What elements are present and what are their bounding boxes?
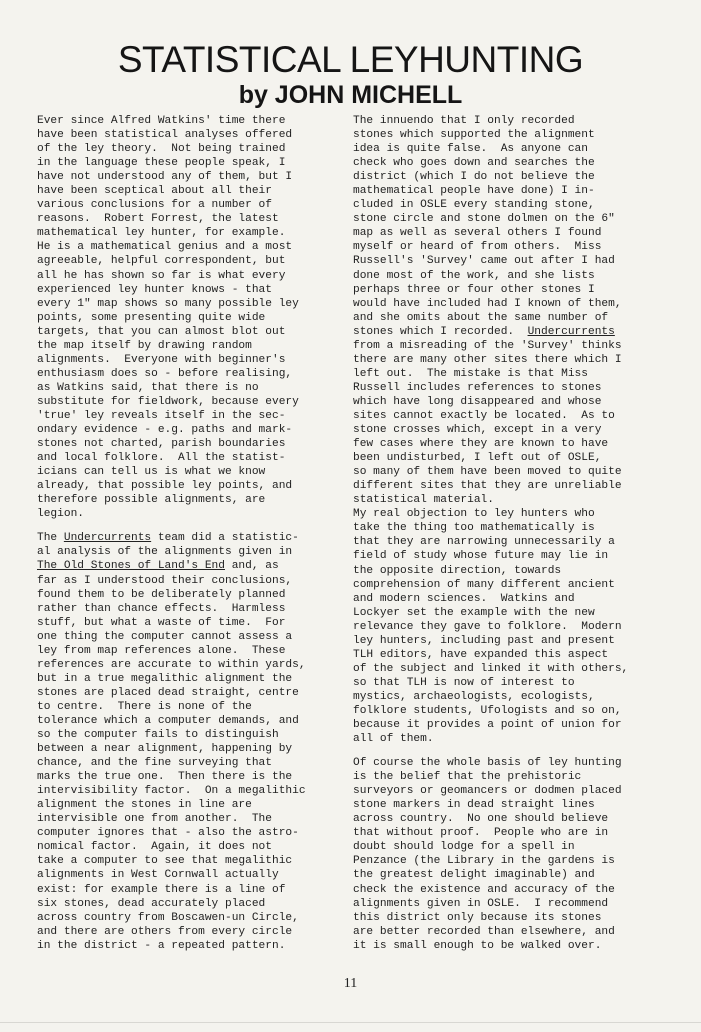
text-line: Penzance (the Library in the gardens is (353, 855, 615, 868)
text-line: intervisible one from another. The (37, 813, 272, 826)
text-line: enthusiasm does so - before realising, (37, 367, 293, 380)
text-line: check who goes down and searches the (353, 157, 595, 170)
text-line: Lockyer set the example with the new (353, 606, 595, 619)
text-line: are better recorded than elsewhere, and (353, 925, 615, 938)
text-line: ondary evidence - e.g. paths and mark- (37, 424, 293, 437)
text-line: relevance they gave to folklore. Modern (353, 620, 622, 633)
text-line: left out. The mistake is that Miss (353, 367, 588, 380)
text-line: would have included had I known of them, (353, 297, 622, 310)
text-line: TLH editors, have expanded this aspect (353, 648, 609, 661)
text-line: all of them. (353, 733, 434, 746)
text-line: sites cannot exactly be located. As to (353, 409, 615, 422)
paragraph (353, 114, 663, 746)
text-line: take a computer to see that megalithic (37, 855, 293, 868)
text-line: alignments in West Cornwall actually (37, 869, 279, 882)
left-text-column (37, 114, 337, 953)
text-line: mystics, archaeologists, ecologists, (353, 690, 595, 703)
text-line: to centre. There is none of the (37, 700, 252, 713)
page-edge-divider (0, 1022, 701, 1023)
text-line: various conclusions for a number of (37, 199, 272, 212)
text-line: therefore possible alignments, are (37, 494, 266, 507)
right-text-column (353, 114, 663, 953)
text-line: alignments. Everyone with beginner's (37, 353, 286, 366)
text-line: mathematical ley hunter, for example. (37, 227, 286, 240)
text-line: stone markers in dead straight lines (353, 799, 595, 812)
text-line: it is small enough to be walked over. (353, 939, 602, 952)
text-line: have been statistical analyses offered (37, 129, 293, 142)
text-line: already, that possible ley points, and (37, 480, 293, 493)
text-line: of the subject and linked it with others, (353, 662, 629, 675)
text-line: because it provides a point of union for (353, 719, 622, 732)
paragraph (37, 114, 337, 521)
text-line: every 1" map shows so many possible ley (37, 297, 299, 310)
text-line: stones are placed dead straight, centre (37, 686, 299, 699)
text-line: this district only because its stones (353, 911, 602, 924)
text-line: The innuendo that I only recorded (353, 115, 575, 127)
text-line: chance, and the fine surveying that (37, 757, 272, 770)
text-line: been undisturbed, I left out of OSLE, (353, 452, 602, 465)
article-title: STATISTICAL LEYHUNTING (117, 39, 584, 80)
text-line: nomical factor. Again, it does not (37, 841, 272, 854)
text-line: but in a true megalithic alignment the (37, 672, 293, 685)
text-line: done most of the work, and she lists (353, 269, 595, 282)
text-line: 'true' ley reveals itself in the sec- (37, 409, 286, 422)
text-line: which have long disappeared and whose (353, 395, 602, 408)
text-line: experienced ley hunter knows - that (37, 283, 272, 296)
paragraph (353, 756, 663, 953)
text-line: field of study whose future may lie in (353, 550, 609, 563)
text-line: stones not charted, parish boundaries (37, 438, 286, 451)
text-line: so many of them have been moved to quite (353, 466, 622, 479)
text-line: The Undercurrents team did a statistic- (37, 532, 299, 545)
text-line: few cases where they are known to have (353, 438, 609, 451)
text-line: comprehension of many different ancient (353, 578, 615, 591)
text-line: perhaps three or four other stones I (353, 283, 595, 296)
text-line: intervisibility factor. On a megalithic (37, 785, 306, 798)
text-line: exist: for example there is a line of (37, 883, 286, 896)
text-line: Ever since Alfred Watkins' time there (37, 115, 286, 127)
text-line: cluded in OSLE every standing stone, (353, 199, 595, 212)
text-line: and modern sciences. Watkins and (353, 592, 575, 605)
text-line: and local folklore. All the statist- (37, 452, 286, 465)
text-line: agreeable, helpful correspondent, but (37, 255, 286, 268)
text-line: far as I understood their conclusions, (37, 574, 293, 587)
text-line: icians can tell us is what we know (37, 466, 266, 479)
text-line: check the existence and accuracy of the (353, 883, 615, 896)
text-line: six stones, dead accurately placed (37, 897, 266, 910)
text-line: rather than chance effects. Harmless (37, 602, 286, 615)
text-line: that without proof. People who are in (353, 827, 609, 840)
article-byline: by JOHN MICHELL (238, 81, 463, 109)
text-line: as Watkins said, that there is no (37, 381, 259, 394)
text-line: The Old Stones of Land's End and, as (37, 560, 279, 573)
text-line: that they are narrowing unnecessarily a (353, 536, 615, 549)
text-line: computer ignores that - also the astro- (37, 827, 299, 840)
text-line: Russell includes references to stones (353, 381, 602, 394)
text-line: there are many other sites there which I (353, 353, 622, 366)
text-line: He is a mathematical genius and a most (37, 241, 293, 254)
text-line: one thing the computer cannot assess a (37, 630, 293, 643)
text-line: have been sceptical about all their (37, 185, 272, 198)
text-line: is the belief that the prehistoric (353, 771, 582, 784)
text-line: the greatest delight imaginable) and (353, 869, 595, 882)
text-line: reasons. Robert Forrest, the latest (37, 213, 279, 226)
text-line: different sites that they are unreliable (353, 480, 622, 493)
text-line: stones which supported the alignment (353, 129, 595, 142)
text-line: between a near alignment, happening by (37, 743, 293, 756)
text-line: alignment the stones in line are (37, 799, 252, 812)
text-line: targets, that you can almost blot out (37, 325, 286, 338)
text-line: all he has shown so far is what every (37, 269, 286, 282)
text-line: references are accurate to within yards, (37, 658, 306, 671)
text-line: Russell's 'Survey' came out after I had (353, 255, 615, 268)
text-line: surveyors or geomancers or dodmen placed (353, 785, 622, 798)
text-line: across country from Boscawen-un Circle, (37, 911, 299, 924)
text-line: stones which I recorded. Undercurrents (353, 325, 615, 338)
text-line: so that TLH is now of interest to (353, 676, 575, 689)
text-line: points, some presenting quite wide (37, 311, 266, 324)
text-line: folklore students, Ufologists and so on, (353, 704, 622, 717)
text-line: ley from map references alone. These (37, 644, 286, 657)
text-line: so the computer fails to distinguish (37, 729, 279, 742)
text-line: doubt should lodge for a spell in (353, 841, 575, 854)
text-line: myself or heard of from others. Miss (353, 241, 602, 254)
page-number: 11 (343, 976, 358, 991)
text-line: mathematical people have done) I in- (353, 185, 595, 198)
text-line: al analysis of the alignments given in (37, 546, 293, 559)
text-line: across country. No one should believe (353, 813, 609, 826)
text-line: take the thing too mathematically is (353, 522, 595, 535)
text-line: ley hunters, including past and present (353, 634, 615, 647)
text-line: stone crosses which, except in a very (353, 424, 602, 437)
text-line: found them to be deliberately planned (37, 588, 286, 601)
text-line: the map itself by drawing random (37, 339, 252, 352)
text-line: My real objection to ley hunters who (353, 508, 595, 521)
text-line: from a misreading of the 'Survey' thinks (353, 339, 622, 352)
text-line: alignments given in OSLE. I recommend (353, 897, 609, 910)
text-line: in the language these people speak, I (37, 157, 286, 170)
text-line: of the ley theory. Not being trained (37, 143, 286, 156)
text-line: tolerance which a computer demands, and (37, 714, 299, 727)
text-line: stone circle and stone dolmen on the 6" (353, 213, 615, 226)
text-line: in the district - a repeated pattern. (37, 939, 286, 952)
text-line: idea is quite false. As anyone can (353, 143, 588, 156)
text-line: and she omits about the same number of (353, 311, 609, 324)
text-line: statistical material. (353, 494, 494, 507)
text-line: the opposite direction, towards (353, 564, 562, 577)
text-line: and there are others from every circle (37, 925, 293, 938)
text-line: Of course the whole basis of ley hunting (353, 757, 622, 770)
text-line: district (which I do not believe the (353, 171, 595, 184)
text-line: marks the true one. Then there is the (37, 771, 293, 784)
text-line: map as well as several others I found (353, 227, 602, 240)
paragraph (37, 531, 337, 952)
text-line: stuff, but what a waste of time. For (37, 616, 286, 629)
text-line: substitute for fieldwork, because every (37, 395, 299, 408)
text-line: legion. (37, 508, 84, 521)
text-line: have not understood any of them, but I (37, 171, 293, 184)
